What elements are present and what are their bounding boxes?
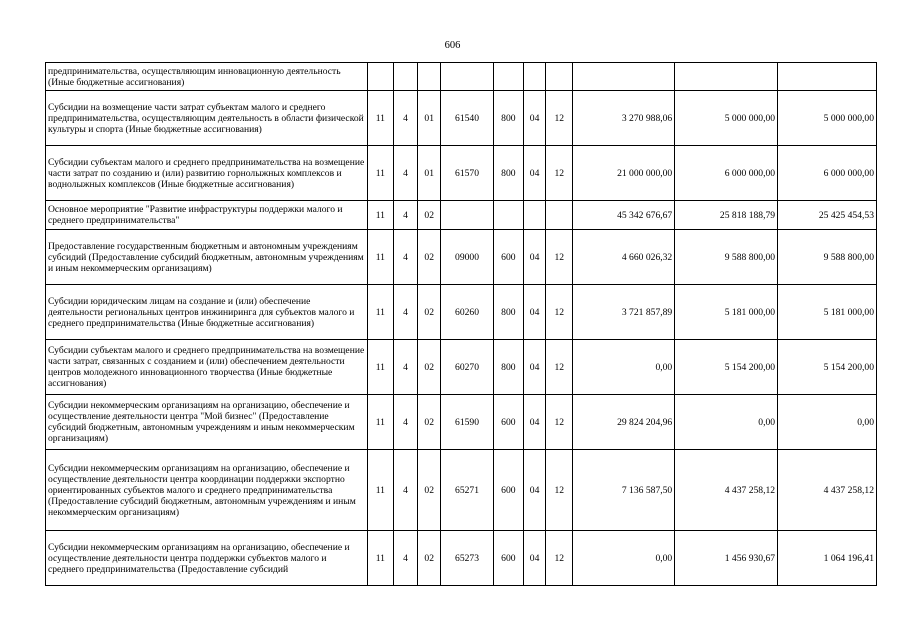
code-cell: 4 [393, 91, 417, 146]
code-cell: 4 [393, 450, 417, 531]
amount-cell: 21 000 000,00 [573, 146, 675, 201]
code-cell: 60260 [441, 285, 493, 340]
code-cell: 4 [393, 395, 417, 450]
code-cell [546, 201, 573, 230]
code-cell: 02 [418, 395, 441, 450]
amount-cell: 0,00 [675, 395, 778, 450]
code-cell: 11 [367, 91, 393, 146]
code-cell: 61590 [441, 395, 493, 450]
code-cell: 61540 [441, 91, 493, 146]
amount-cell: 5 154 200,00 [778, 340, 877, 395]
code-cell: 12 [546, 285, 573, 340]
code-cell: 11 [367, 531, 393, 586]
code-cell: 11 [367, 146, 393, 201]
code-cell [493, 63, 523, 91]
code-cell: 4 [393, 230, 417, 285]
amount-cell [675, 63, 778, 91]
row-description: Субсидии субъектам малого и среднего предпринимательства на возмещение части затрат, связанных с созданием и (или) обеспечением деятельности центров молодежного инновационного творчества (Иные бюджетные ассигнования) [46, 340, 368, 395]
row-description: Субсидии на возмещение части затрат субъектам малого и среднего предпринимательства, осуществляющим деятельность в области физической культуры и спорта (Иные бюджетные ассигнования) [46, 91, 368, 146]
table-row [46, 201, 877, 230]
table-row [46, 230, 877, 285]
code-cell: 12 [546, 91, 573, 146]
code-cell: 04 [524, 340, 546, 395]
code-cell: 600 [493, 395, 523, 450]
amount-cell: 0,00 [778, 395, 877, 450]
code-cell: 800 [493, 146, 523, 201]
amount-cell [778, 63, 877, 91]
amount-cell: 6 000 000,00 [778, 146, 877, 201]
table-row [46, 91, 877, 146]
row-description: Предоставление государственным бюджетным и автономным учреждениям субсидий (Предоставление субсидий бюджетным, автономным учреждениям и иным некоммерческим организациям) [46, 230, 368, 285]
code-cell [418, 63, 441, 91]
code-cell: 11 [367, 395, 393, 450]
row-description: Субсидии субъектам малого и среднего предпринимательства на возмещение части затрат по созданию и (или) развитию горнолыжных комплексов и воднолыжных комплексов (Иные бюджетные ассигнования) [46, 146, 368, 201]
amount-cell: 5 181 000,00 [675, 285, 778, 340]
code-cell: 60270 [441, 340, 493, 395]
table-row [46, 531, 877, 586]
table-row [46, 63, 877, 91]
code-cell [524, 201, 546, 230]
table-row [46, 395, 877, 450]
code-cell: 11 [367, 230, 393, 285]
code-cell: 4 [393, 285, 417, 340]
code-cell: 04 [524, 146, 546, 201]
amount-cell: 0,00 [573, 340, 675, 395]
code-cell [524, 63, 546, 91]
code-cell: 04 [524, 450, 546, 531]
amount-cell: 5 000 000,00 [778, 91, 877, 146]
code-cell: 02 [418, 340, 441, 395]
amount-cell: 1 456 930,67 [675, 531, 778, 586]
amount-cell: 29 824 204,96 [573, 395, 675, 450]
code-cell [441, 201, 493, 230]
code-cell: 12 [546, 450, 573, 531]
code-cell: 4 [393, 146, 417, 201]
amount-cell: 7 136 587,50 [573, 450, 675, 531]
code-cell: 600 [493, 531, 523, 586]
code-cell: 09000 [441, 230, 493, 285]
code-cell: 800 [493, 285, 523, 340]
code-cell: 4 [393, 340, 417, 395]
budget-table-body [46, 63, 877, 586]
code-cell: 02 [418, 201, 441, 230]
code-cell: 04 [524, 285, 546, 340]
amount-cell: 1 064 196,41 [778, 531, 877, 586]
code-cell: 12 [546, 395, 573, 450]
code-cell: 02 [418, 531, 441, 586]
amount-cell: 9 588 800,00 [675, 230, 778, 285]
row-description: Субсидии некоммерческим организациям на организацию, обеспечение и осуществление деятельности центра "Мой бизнес" (Предоставление субсидий бюджетным, автономным учреждениям и иным некоммерческим организациям) [46, 395, 368, 450]
table-row [46, 450, 877, 531]
code-cell [441, 63, 493, 91]
row-description: предпринимательства, осуществляющим инновационную деятельность (Иные бюджетные ассигнования) [46, 63, 368, 91]
code-cell: 12 [546, 230, 573, 285]
amount-cell: 6 000 000,00 [675, 146, 778, 201]
code-cell: 04 [524, 91, 546, 146]
row-description: Основное мероприятие "Развитие инфраструктуры поддержки малого и среднего предпринимательства" [46, 201, 368, 230]
code-cell: 600 [493, 450, 523, 531]
code-cell: 12 [546, 146, 573, 201]
code-cell: 61570 [441, 146, 493, 201]
code-cell: 04 [524, 395, 546, 450]
code-cell: 12 [546, 531, 573, 586]
code-cell: 600 [493, 230, 523, 285]
amount-cell: 5 181 000,00 [778, 285, 877, 340]
code-cell: 01 [418, 146, 441, 201]
amount-cell: 9 588 800,00 [778, 230, 877, 285]
code-cell: 11 [367, 450, 393, 531]
amount-cell: 4 437 258,12 [675, 450, 778, 531]
code-cell: 800 [493, 340, 523, 395]
code-cell: 04 [524, 531, 546, 586]
table-row [46, 340, 877, 395]
code-cell: 65271 [441, 450, 493, 531]
amount-cell: 0,00 [573, 531, 675, 586]
table-row [46, 146, 877, 201]
code-cell: 11 [367, 201, 393, 230]
amount-cell: 25 425 454,53 [778, 201, 877, 230]
amount-cell: 4 437 258,12 [778, 450, 877, 531]
amount-cell [573, 63, 675, 91]
amount-cell: 45 342 676,67 [573, 201, 675, 230]
code-cell: 11 [367, 340, 393, 395]
code-cell: 01 [418, 91, 441, 146]
code-cell [546, 63, 573, 91]
table-row [46, 285, 877, 340]
code-cell: 65273 [441, 531, 493, 586]
amount-cell: 4 660 026,32 [573, 230, 675, 285]
page-number: 606 [444, 40, 461, 51]
code-cell: 4 [393, 531, 417, 586]
amount-cell: 25 818 188,79 [675, 201, 778, 230]
code-cell: 02 [418, 230, 441, 285]
budget-table [45, 62, 877, 586]
code-cell [393, 63, 417, 91]
code-cell: 800 [493, 91, 523, 146]
code-cell: 12 [546, 340, 573, 395]
code-cell [367, 63, 393, 91]
code-cell: 02 [418, 285, 441, 340]
code-cell: 4 [393, 201, 417, 230]
amount-cell: 3 270 988,06 [573, 91, 675, 146]
amount-cell: 5 154 200,00 [675, 340, 778, 395]
row-description: Субсидии некоммерческим организациям на организацию, обеспечение и осуществление деятельности центра координации поддержки экспортно ориентированных субъектов малого и среднего предпринимательства (Предоставление субсидий бюджетным, автономным учреждениям и иным некоммерческим организациям) [46, 450, 368, 531]
code-cell: 04 [524, 230, 546, 285]
row-description: Субсидии некоммерческим организациям на организацию, обеспечение и осуществление деятельности центра поддержки субъектов малого и среднего предпринимательства (Предоставление субсидий [46, 531, 368, 586]
amount-cell: 5 000 000,00 [675, 91, 778, 146]
amount-cell: 3 721 857,89 [573, 285, 675, 340]
row-description: Субсидии юридическим лицам на создание и (или) обеспечение деятельности региональных центров инжиниринга для субъектов малого и среднего предпринимательства (Иные бюджетные ассигнования) [46, 285, 368, 340]
code-cell: 11 [367, 285, 393, 340]
code-cell: 02 [418, 450, 441, 531]
code-cell [493, 201, 523, 230]
